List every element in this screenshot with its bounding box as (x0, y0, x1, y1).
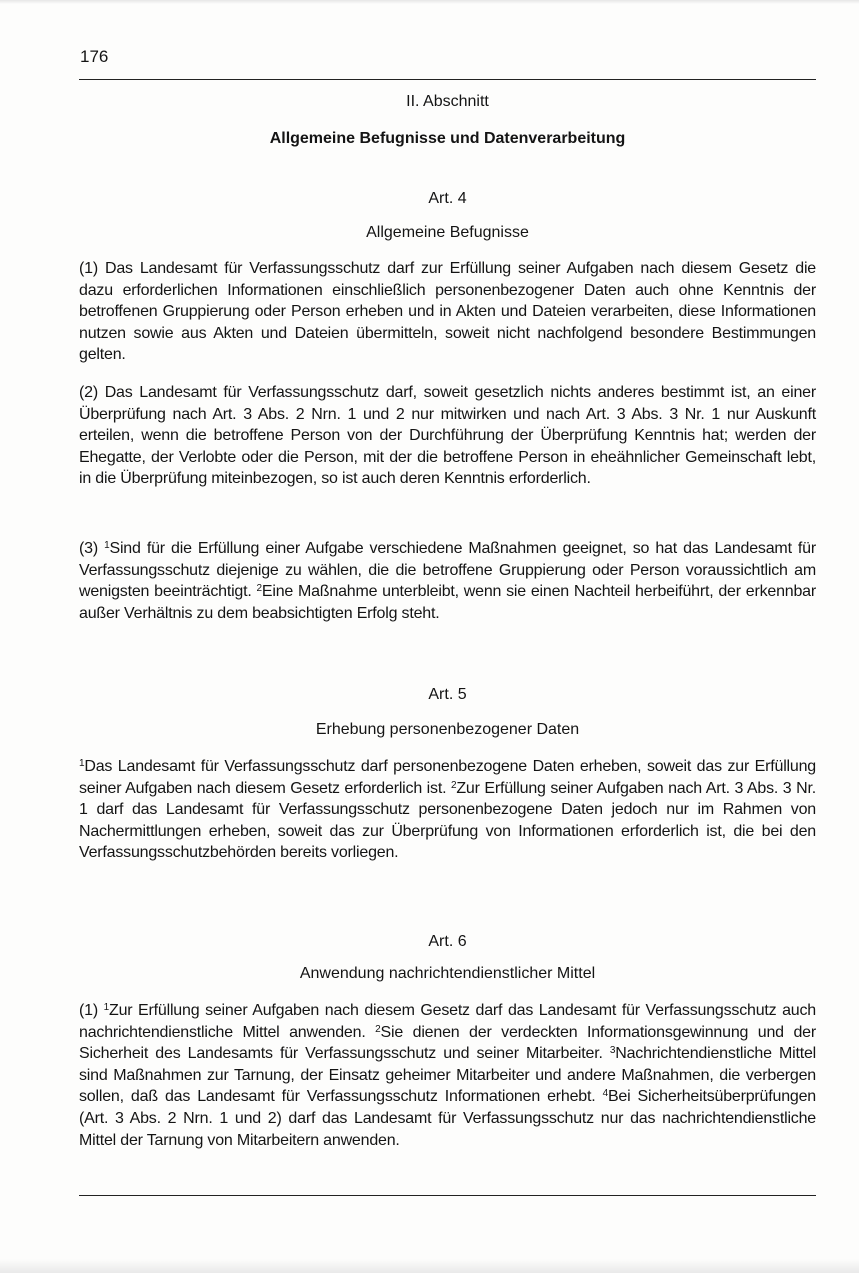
sentence-marker: 4 (602, 1088, 608, 1100)
article-6-number: Art. 6 (428, 933, 467, 950)
sentence-text: Nachrichtendienstliche Mittel sind Maßnahmen zur Tarnung, der Einsatz geheimer Mitarbeiter und andere Maßnahmen, die verbergen sollen, daß das Landesamt für Verfassungsschutz Informationen erhebt. (79, 1045, 816, 1106)
header-rule (79, 79, 816, 80)
article-6-paragraph-1 (79, 1000, 816, 1151)
scan-edge-top (0, 0, 859, 4)
article-4-paragraph-2: (2) Das Landesamt für Verfassungsschutz darf, soweit gesetzlich nichts anderes bestimmt ist, an einer Überprüfung nach Art. 3 Abs. 2 Nrn. 1 und 2 nur mitwirken und nach Art. 3 Abs. 3 Nr. 1 nur Auskunft erteilen, wenn die betroffene Person von der Durchführung der Überprüfung Kenntnis hat; werden der Ehegatte, der Verlobte oder die Person, mit der die betroffene Person in eheähnlicher Gemeinschaft lebt, in die Überprüfung miteinbezogen, so ist auch deren Kenntnis erforderlich. (79, 384, 816, 488)
sentence-text: Sie dienen der verdeckten Informationsgewinnung und der Sicherheit des Landesamts für Verfassungsschutz und seiner Mitarbeiter. (79, 1023, 816, 1063)
sentence-text: Sind für die Erfüllung einer Aufgabe verschiedene Maßnahmen geeignet, so hat das Landesamt für Verfassungsschutz diejenige zu wählen, die die betroffene Gruppierung oder Person voraussichtlich am wenigsten beeinträchtigt. (79, 540, 817, 601)
article-4-paragraph-3 (79, 538, 816, 624)
article-4-paragraph-1: (1) Das Landesamt für Verfassungsschutz darf zur Erfüllung seiner Aufgaben nach diesem Gesetz die dazu erforderlichen Informationen einschließlich personenbezogener Daten auch ohne Kenntnis der betroffenen Gruppierung oder Person erheben und in Akten und Dateien verarbeiten, diese Informationen nutzen sowie aus Akten und Dateien übermitteln, soweit nicht nachfolgend besondere Bestimmungen gelten. (79, 260, 816, 364)
sentence-text: Bei Sicherheitsüberprüfungen (Art. 3 Abs. 2 Nrn. 1 und 2) darf das Landesamt für Verfassungsschutz nur das nachrichtendienstliche Mittel der Tarnung von Mitarbeitern anwenden. (79, 1088, 816, 1149)
sentence-text: Zur Erfüllung seiner Aufgaben nach diesem Gesetz darf das Landesamt für Verfassungsschutz auch nachrichtendienstliche Mittel anwenden. (79, 1002, 816, 1041)
sentence-marker: 2 (450, 779, 457, 791)
paragraph-prefix: (3) (79, 540, 105, 557)
article-5-paragraph (79, 756, 816, 864)
paragraph-prefix: (1) (79, 1002, 104, 1019)
sentence-text: Zur Erfüllung seiner Aufgaben nach Art. 3 Abs. 3 Nr. 1 darf das Landesamt für Verfassungsschutz personenbezogene Daten jedoch nur im Rahmen von Nachermittlungen erheben, soweit das zur Überprüfung von Informationen erforderlich ist, die bei den Verfassungsschutzbehörden bereits vorliegen. (79, 779, 816, 862)
article-5-number: Art. 5 (428, 686, 467, 703)
sentence-marker: 1 (104, 540, 110, 551)
sentence-marker: 3 (609, 1045, 616, 1057)
article-5-title: Erhebung personenbezogener Daten (315, 721, 580, 738)
sentence-marker: 2 (256, 583, 262, 595)
sentence-text: Eine Maßnahme unterbleibt, wenn sie einen Nachteil herbeiführt, der erkennbar außer Verhältnis zu dem beabsichtigten Erfolg steht. (79, 583, 816, 622)
sentence-marker: 1 (103, 1002, 109, 1013)
footer-rule (79, 1195, 816, 1196)
page-number: 176 (80, 47, 109, 66)
sentence-text: Das Landesamt für Verfassungsschutz darf personenbezogene Daten erheben, soweit das zur Erfüllung seiner Aufgaben nach diesem Gesetz erforderlich ist. (79, 758, 816, 797)
section-title: Allgemeine Befugnisse und Datenverarbeitung (269, 130, 626, 147)
article-4-title: Allgemeine Befugnisse (366, 224, 529, 241)
article-4-number: Art. 4 (428, 190, 467, 207)
section-label: II. Abschnitt (406, 93, 489, 110)
sentence-marker: 1 (79, 758, 85, 769)
article-6-title: Anwendung nachrichtendienstlicher Mittel (299, 965, 596, 982)
sentence-marker: 2 (375, 1023, 381, 1035)
scan-edge-bottom (0, 1259, 859, 1273)
